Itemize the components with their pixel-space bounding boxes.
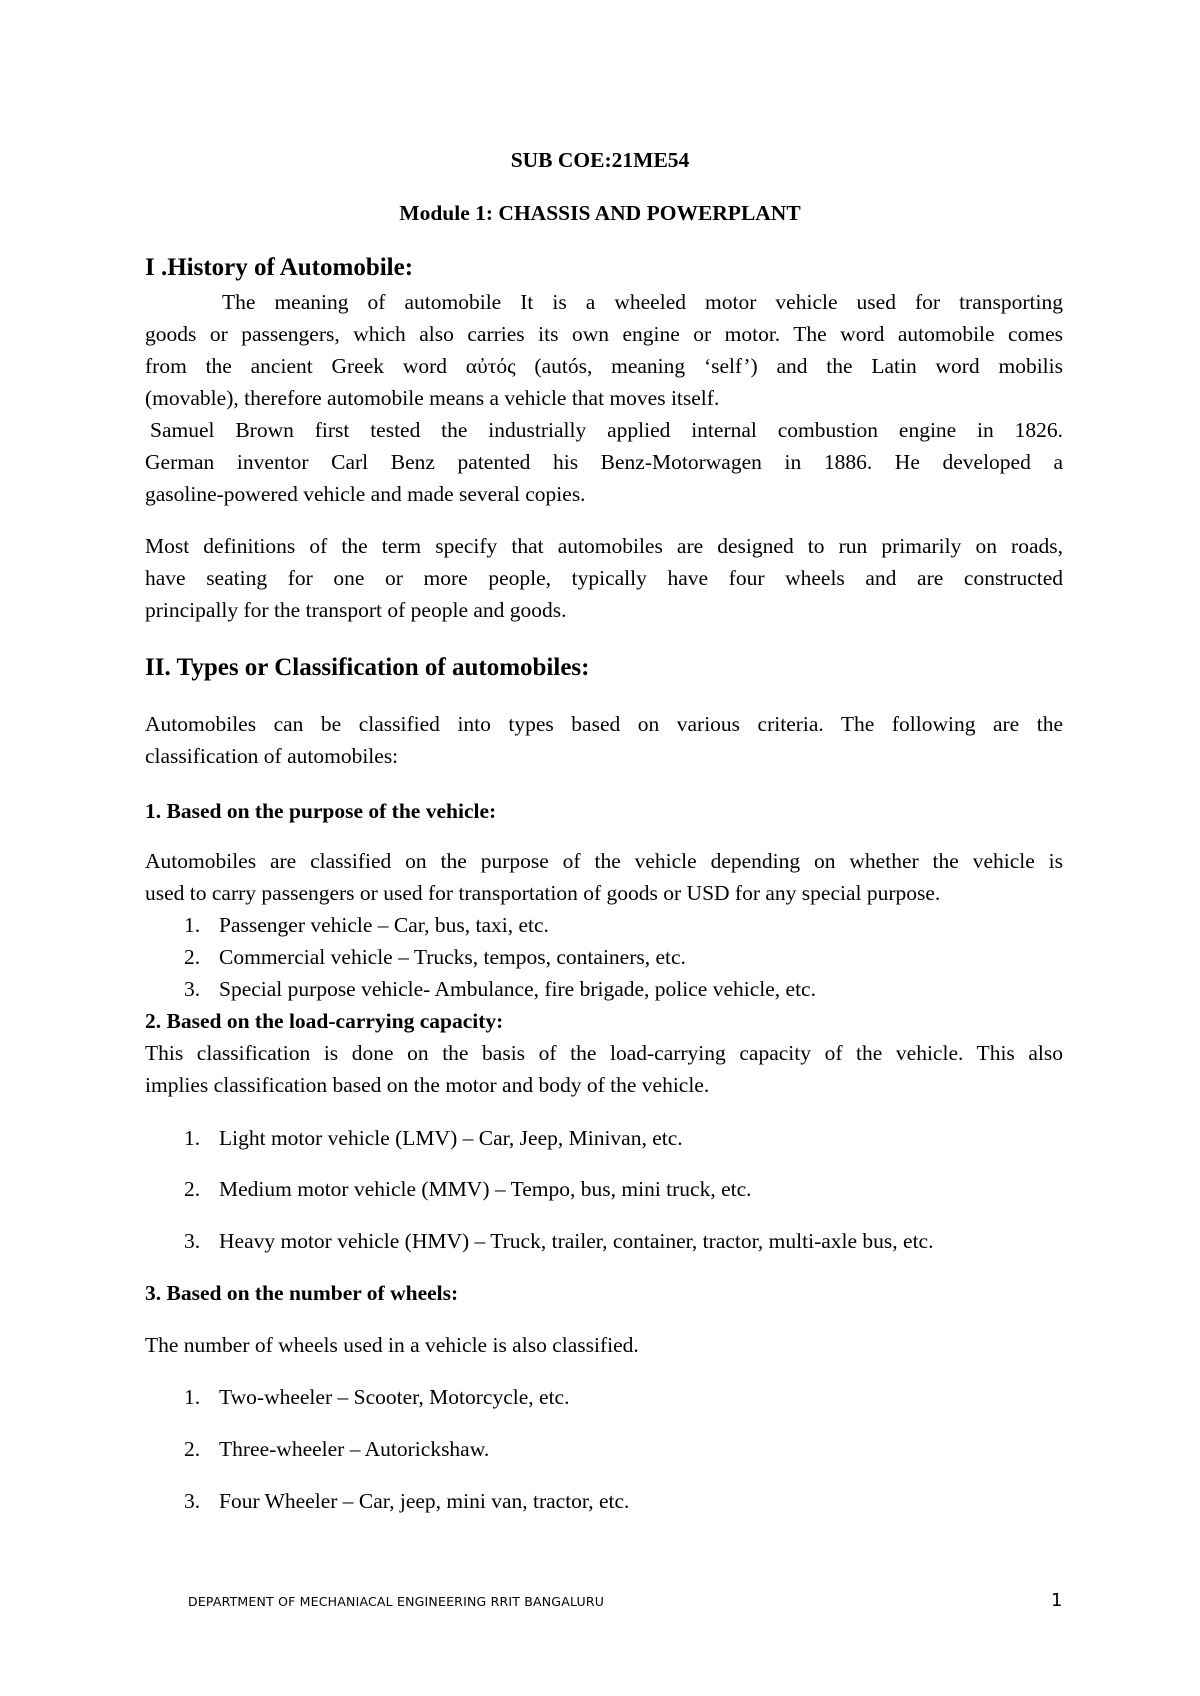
list-number: 2. — [184, 1177, 201, 1201]
section-heading-types: II. Types or Classification of automobiles: — [145, 654, 590, 681]
list-item: Four Wheeler – Car, jeep, mini van, tractor, etc. — [219, 1489, 630, 1513]
paragraph-line: used to carry passengers or used for transportation of goods or USD for any special purpose. — [145, 881, 941, 905]
paragraph-line: Automobiles can be classified into types based on various criteria. The following are the — [145, 712, 1063, 736]
subject-code: SUB COE:21ME54 — [510, 148, 690, 172]
paragraph-line: goods or passengers, which also carries its own engine or motor. The word automobile comes — [145, 322, 1063, 346]
subheading-load: 2. Based on the load-carrying capacity: — [145, 1009, 504, 1033]
list-number: 2. — [184, 1437, 201, 1461]
list-number: 3. — [184, 1229, 201, 1253]
module-title: Module 1: CHASSIS AND POWERPLANT — [399, 201, 801, 225]
paragraph-line: classification of automobiles: — [145, 744, 399, 768]
list-item: Passenger vehicle – Car, bus, taxi, etc. — [219, 913, 549, 937]
paragraph-line: Automobiles are classified on the purpose of the vehicle depending on whether the vehicle is — [145, 849, 1063, 873]
page-number: 1 — [1051, 1590, 1063, 1611]
paragraph-line: from the ancient Greek word αὐτός (autós, meaning ‘self’) and the Latin word mobilis — [145, 354, 1063, 378]
list-item: Commercial vehicle – Trucks, tempos, containers, etc. — [219, 945, 686, 969]
paragraph-line: implies classification based on the motor and body of the vehicle. — [145, 1073, 710, 1097]
subheading-wheels: 3. Based on the number of wheels: — [145, 1281, 459, 1305]
list-number: 3. — [184, 977, 201, 1001]
footer-department: DEPARTMENT OF MECHANIACAL ENGINEERING RRIT BANGALURU — [188, 1594, 605, 1609]
list-item: Medium motor vehicle (MMV) – Tempo, bus, mini truck, etc. — [219, 1177, 752, 1201]
list-number: 3. — [184, 1489, 201, 1513]
paragraph-line: Most definitions of the term specify that automobiles are designed to run primarily on roads, — [145, 534, 1063, 558]
paragraph-line: German inventor Carl Benz patented his Benz-Motorwagen in 1886. He developed a — [145, 450, 1063, 474]
list-item: Two-wheeler – Scooter, Motorcycle, etc. — [219, 1385, 570, 1409]
paragraph-line: principally for the transport of people and goods. — [145, 598, 567, 622]
list-item: Light motor vehicle (LMV) – Car, Jeep, Minivan, etc. — [219, 1126, 683, 1150]
paragraph-line: Samuel Brown first tested the industrially applied internal combustion engine in 1826. — [150, 418, 1063, 442]
paragraph-line: have seating for one or more people, typically have four wheels and are constructed — [145, 566, 1063, 590]
list-number: 1. — [184, 1385, 201, 1409]
list-item: Special purpose vehicle- Ambulance, fire brigade, police vehicle, etc. — [219, 977, 816, 1001]
paragraph-line: The meaning of automobile It is a wheeled motor vehicle used for transporting — [222, 290, 1063, 314]
list-number: 2. — [184, 945, 201, 969]
paragraph-line: The number of wheels used in a vehicle is also classified. — [145, 1333, 639, 1357]
paragraph-line: (movable), therefore automobile means a vehicle that moves itself. — [145, 386, 720, 410]
section-heading-history: I .History of Automobile: — [145, 254, 414, 281]
subheading-purpose: 1. Based on the purpose of the vehicle: — [145, 799, 497, 823]
paragraph-line: gasoline-powered vehicle and made several copies. — [145, 482, 586, 506]
list-item: Three-wheeler – Autorickshaw. — [219, 1437, 490, 1461]
paragraph-line: This classification is done on the basis of the load-carrying capacity of the vehicle. This also — [145, 1041, 1063, 1065]
list-number: 1. — [184, 1126, 201, 1150]
list-number: 1. — [184, 913, 201, 937]
list-item: Heavy motor vehicle (HMV) – Truck, trailer, container, tractor, multi-axle bus, etc. — [219, 1229, 934, 1253]
